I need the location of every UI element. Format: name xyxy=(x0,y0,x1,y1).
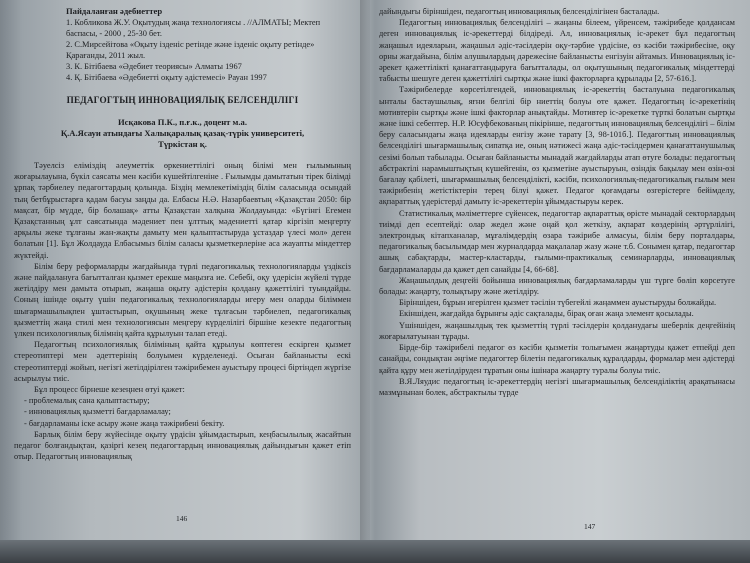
page-number: 147 xyxy=(584,522,596,531)
right-page xyxy=(379,0,735,548)
list-item: - инновациялық қызметті бағдарламалау; xyxy=(24,407,171,417)
body-paragraph: Педагогтың инновациялық белсенділігі – жаңаны білеем, үйренсем, тәжірибеде қолдансам деген инновациялық іс-әрекеттерді білдіреді. Ал, инновациялық іс-әрекет бұл педагогтың жаңашыл идеяларын, жаңашыл әдіс-тәсілдерін оқу-тәрбие үрдісіне, өз кәсіби тәжірибесіне, оқу орны жағдайына, білім алушылардың дәрежесіне байланысты енгізуін айтамыз. Инновациялық іс-әрекет қажеттілікті қанағаттандыруға бағытталады, ол оқытушының педагогикалық міндеттерді табысты шешуге деген қажеттілігі сыртқы және ішкі факторларға құрылады [2, 57-616.]. xyxy=(379,18,735,84)
article-authors: Исқакова П.К., п.ғ.к., доцент м.а. xyxy=(118,117,247,127)
list-item: - бағдарламаны іске асыру және жаңа тәжірибені бекіту. xyxy=(24,418,225,428)
body-paragraph: В.Я.Ляудис педагогтың іс-әрекеттердің негізгі шығармашылық белсенділіктің арақатынасы мазмұнынан болек, абстрактылы түрде xyxy=(379,376,735,397)
body-paragraph: Біріншіден, бұрын игерілген қызмет тәсілін түбегейлі жаңаммен ауыстыруды болжайды. xyxy=(399,298,717,308)
left-page xyxy=(14,0,351,540)
list-intro: Бұл процесс бірнеше кезеңнен өтуі қажет: xyxy=(34,385,185,395)
references-heading: Пайдаланған әдебиеттер xyxy=(66,6,163,16)
body-paragraph: Барлық білім беру жүйесінде оқыту үрдісін ұйымдастырып, кеңбасылылық жасайтын педагог болғандықтан, қазіргі кезең педагогтардың инновациялық дайындығын қажет етіп отыр. Педагогтың инновациялық xyxy=(14,429,351,462)
article-city: Түркістан қ. xyxy=(158,139,207,149)
reference-item: 3. К. Бітібаева «Әдебиет теориясы» Алматы 1967 xyxy=(66,62,242,71)
reference-item: 1. Кобликова Ж.У. Оқытудың жаңа технологиясы . //АЛМАТЫ; Мектеп баспасы, - 2000 , 25-30 бет. xyxy=(66,18,321,38)
list-item: - проблемалық сана қалыптастыру; xyxy=(24,396,150,406)
reference-item: 4. Қ. Бітібаева «Әдебиетті оқыту әдістемесі» Рауан 1997 xyxy=(66,73,267,82)
body-paragraph: дайындығы біріншіден, педагогтың инновациялық белсенділігінен басталады. xyxy=(379,7,660,16)
table-surface xyxy=(0,540,750,563)
body-paragraph: Үшіншіден, жаңашылдық тек қызметтің түрлі тәсілдерін қолданудағы шеберлік деңгейінің жоғарылатуынан тұрады. xyxy=(379,320,735,341)
body-paragraph: Білім беру реформаларды жағдайында түрлі педагогикалық технологияларды үздіксіз және пайдалануға бағытталған қызмет ерекше маңызға ие. Себебі, оқу үдерісін жүйелі түрде жетілдіру мен дамыта отырып, жаңаша оқыту әдістерін қолдану қажеттілігі туындайды. Соның ішінде оқыту үшін педагогикалық технологияларды игеру мен оларды біліммен шығармашылықпен ұштастырып, оқушының жеке тұлғасын тәрбиелеп, педагогикалық қызметтің жаңа стилі мен технологиясын меңгеру күрделілігі біршіне кезекте педагогтың үлкен психологиялық білімнің қайта құрылуын талап етеді. xyxy=(14,261,351,339)
reference-item: 2. С.Мирсейітова «Оқыту ізденіс ретінде және ізденіс оқыту ретінде» Қарағанды, 2011 жыл. xyxy=(66,40,315,60)
body-paragraph: Бірде-бір тәжірибелі педагог өз кәсіби қызметін толығымен жаңартуды қажет етпейді деп санайды, сондықтан әңгіме педагогтер білетін педагогикалық құралдарды, формалар мен әдістерді қайта құру мен жетілдіруден тұратын оны ішінара жаңарту туралы болуы тиіс. xyxy=(379,343,735,375)
body-paragraph: Педагогтың психологиялық біліміның қайта құрылуы көптеген ескірген қызмет стереотиптері мен әдеттерінің болуымен күрделенеді. Осыған байланысты ескі стереотиптерді жойып, негізгі жетілдірілген тәжірибемен ауыстыру процесі біртіндеп жүргізе асырылуы тиіс. xyxy=(14,340,351,383)
body-paragraph: Статистикалық мәліметтерге сүйенсек, педагогтар ақпараттық өрісте мынадай секторлардың тиімді деп есептейді: олар жедел және оңай қол жеткізу, ақпарат көздерінің әртүрлілігі, электрондық кітапханалар, мұғалімдердің өзара тәжірибе алмасуы, білім беру порталдары, педагогикалық басылымдар мен журналдарда мақалалар жазу және т.б. Сонымен қатар, педагогтар ашық сабақтарды, мастер-кластарды, ғылыми-практикалық семинарларды, инновациялық бағдарламаларды да қажет деп санайды [4, 66-68]. xyxy=(379,208,735,274)
body-paragraph: Тәуелсіз еліміздің әлеуметтік өркениеттілігі оның білімі мен ғылымының жоғарылауына, бүкіл саясаты мен кәсіби күшейтілгеніне . Ғылымды дамытатын тірек білімді ұрпақ тәрбиелеу педагогтардың қолында. Біздің мемлекетіміздің білім саласында осындай тың бетбұрыстарға қадам басуы заңды да. Елбасы Н.Ә. Назарбаевтың «Қазақстан 2050: бір мақсат, бір мүдде, бір болашақ» атты Қазақстан халқына Жолдауында: «Бүгінгі Егемен Қазақстанның ұлт саясатында мәдениет пен ұлттық мәдениетті қатар кіргізіп меңгерту арқылы жеке тұлғаны жан-жақты дамыту мен қалыптастыруда ұстаздар үлесі мол» деген болатын [1]. Бұл Жолдауда Елбасымыз білім саласы қызметкерлеріне аса жауапты міндеттер жүктейді. xyxy=(14,161,351,260)
page-number: 146 xyxy=(176,514,188,523)
body-paragraph: Тәжірибелерде көрсетілгендей, инновациялық іс-әрекеттің басталуына педагогикалық ынталы бастаушылық, яғни белгілі бір ниеттің болуы өте қажет. Педагогтың іс-әрекетінің мотивтерін сыртқы және ішкі факторлар анықтайды. Мотивтер іс-әрекетке түрткі болатын сыртқы және ішкі себептер. Н.Р. Юсуфбекованың пікірінше, педагогтың инновациялық белсенділігі – білім беру саласындағы жаңа идеяларды енгізу және тарату [3, 98-101б.]. Педагогтың инновациялық белсенділігі шығармашылық сипатқа ие, оның нәтижесі жаңа әдіс-тәсілдермен қанағаттанушылық сезімі болып табылады. Осыған байланысты мынадай жағдайларды атап өтуге болады: педагогтың абстрактілі нарамыштықтың күшейгенін, өз қызметіне ауыстыруын, өзіндік бақылау мен өзін-өзі бағалау қабілеті, шығармашылық белсенділікті, кәсіби, психологиялық-педагогикалық ғылым мен тәжірибенің жетістіктерін терең білуі қажет. Педагог қоғамдағы өзгерістерге бейімделу, ақпараттық үдерістерді дамыту іс-әрекеттерін ұйымдастыруы керек. xyxy=(379,85,735,207)
body-paragraph: Екіншіден, жағдайда бұрынғы әдіс сақталады, бірақ оған жаңа элемент қосылады. xyxy=(399,309,694,319)
body-paragraph: Жаңашылдық деңгейі бойынша инновациялық бағдарламаларды үш түрге бөліп көрсетуге болады: жаңарту, толықтыру және жетілдіру. xyxy=(379,275,735,297)
book-fold xyxy=(360,0,370,563)
article-title: ПЕДАГОГТЫҢ ИННОВАЦИЯЛЫҚ БЕЛСЕНДІЛІГІ xyxy=(66,95,299,105)
article-affiliation: Қ.А.Ясауи атындағы Халықаралық қазақ-түрік университеті, xyxy=(60,128,305,138)
